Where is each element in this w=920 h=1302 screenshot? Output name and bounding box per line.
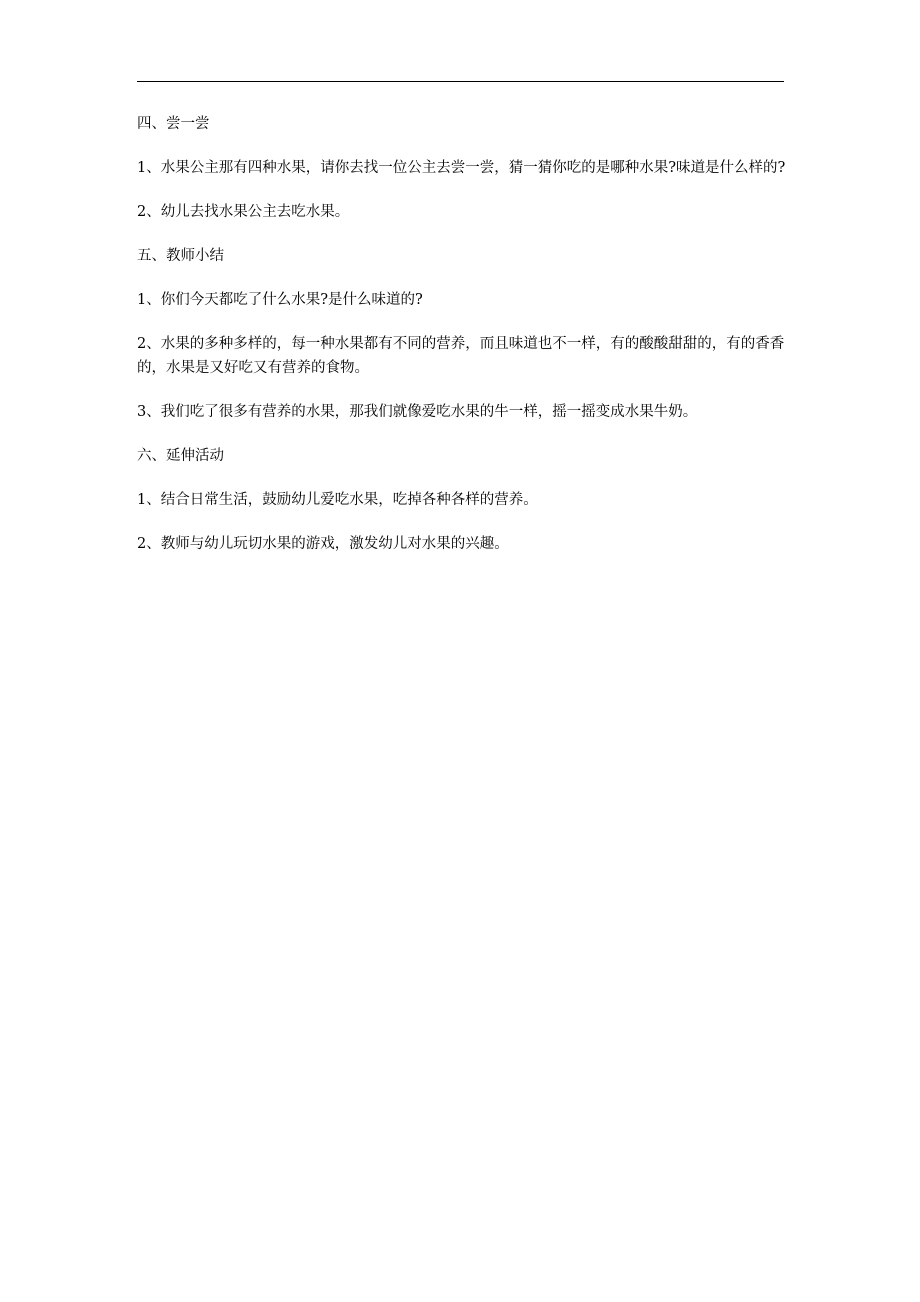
paragraph-summary-2: 2、水果的多种多样的，每一种水果都有不同的营养，而且味道也不一样，有的酸酸甜甜的，有的香香的，水果是又好吃又有营养的食物。 <box>137 336 785 376</box>
paragraph-extension-2: 2、教师与幼儿玩切水果的游戏，激发幼儿对水果的兴趣。 <box>137 536 509 552</box>
section-heading-extension: 六、延伸活动 <box>137 448 224 464</box>
paragraph-summary-3: 3、我们吃了很多有营养的水果，那我们就像爱吃水果的牛一样，摇一摇变成水果牛奶。 <box>137 404 698 420</box>
section-heading-taste: 四、尝一尝 <box>137 116 210 132</box>
paragraph-taste-1: 1、水果公主那有四种水果，请你去找一位公主去尝一尝，猜一猜你吃的是哪种水果?味道是什么样的? <box>137 160 786 176</box>
section-heading-summary: 五、教师小结 <box>137 248 224 264</box>
header-rule <box>137 81 784 82</box>
paragraph-summary-1: 1、你们今天都吃了什么水果?是什么味道的? <box>137 292 423 308</box>
paragraph-extension-1: 1、结合日常生活，鼓励幼儿爱吃水果，吃掉各种各样的营养。 <box>137 492 538 508</box>
document-body <box>137 112 797 556</box>
paragraph-taste-2: 2、幼儿去找水果公主去吃水果。 <box>137 204 350 220</box>
